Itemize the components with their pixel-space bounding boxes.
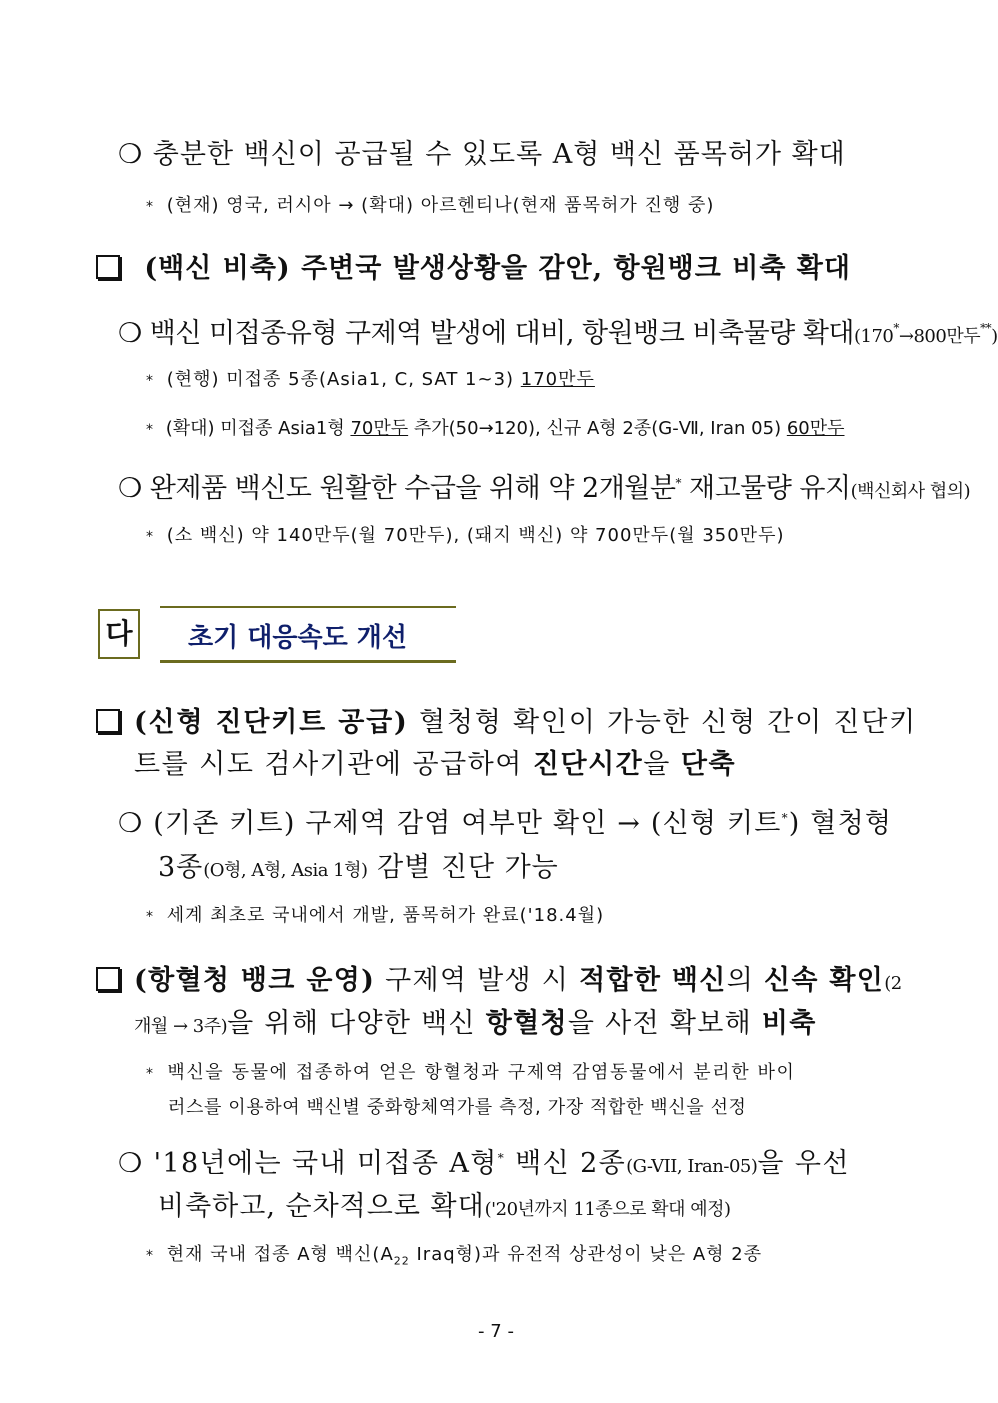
bullet-vaccine-approval: ❍ 충분한 백신이 공급될 수 있도록 A형 백신 품목허가 확대 bbox=[118, 139, 846, 170]
heading-vaccine-stockpile: (백신 비축) 주변국 발생상황을 감안, 항원뱅크 비축 확대 bbox=[96, 246, 851, 285]
bullet-2018-stockpile-cont: 비축하고, 순차적으로 확대('20년까지 11종으로 확대 예정) bbox=[158, 1191, 731, 1222]
section-letter: 다 bbox=[98, 609, 140, 659]
note-expanded-stock: * (확대) 미접종 Asia1형 70만두 추가(50→120), 신규 A형 2종(G-Ⅶ, Iran 05) 60만두 bbox=[146, 418, 845, 439]
note-a-type-strains: * 현재 국내 접종 A형 백신($A_{22}$ Iraq형)과 유전적 상관성이 낮은 A형 2종 bbox=[146, 1244, 763, 1268]
note-antiserum-method: * 백신을 동물에 접종하여 얻은 항혈청과 구제역 감염동물에서 분리한 바이 bbox=[146, 1062, 796, 1083]
checkbox-bullet-icon bbox=[96, 255, 120, 279]
bullet-finished-vaccine: ❍ 완제품 백신도 원활한 수급을 위해 약 2개월분* 재고물량 유지(백신회사 협의) bbox=[118, 473, 971, 504]
note-antiserum-method-cont: 러스를 이용하여 백신별 중화항체역가를 측정, 가장 적합한 백신을 선정 bbox=[168, 1097, 747, 1118]
heading-diagnostic-kit: (신형 진단키트 공급) 혈청형 확인이 가능한 신형 간이 진단키 bbox=[96, 700, 917, 739]
heading-antiserum-bank-cont: 개월 → 3주)을 위해 다양한 백신 항혈청을 사전 확보해 비축 bbox=[134, 1008, 817, 1039]
page-number: - 7 - bbox=[478, 1321, 514, 1342]
note-current-approval: * (현재) 영국, 러시아 → (확대) 아르헨티나(현재 품목허가 진행 중) bbox=[146, 195, 715, 216]
section-title: 초기 대응속도 개선 bbox=[188, 623, 408, 653]
bullet-kit-compare-cont: 3종(O형, A형, Asia 1형) 감별 진단 가능 bbox=[158, 852, 559, 883]
note-current-stock: * (현행) 미접종 5종(Asia1, C, SAT 1~3) 170만두 bbox=[146, 369, 595, 390]
bullet-2018-stockpile: ❍ '18년에는 국내 미접종 A형* 백신 2종(G-VII, Iran-05)을 우선 bbox=[118, 1148, 850, 1179]
checkbox-bullet-icon bbox=[96, 709, 120, 733]
checkbox-bullet-icon bbox=[96, 967, 120, 991]
heading-antiserum-bank: (항혈청 뱅크 운영) 구제역 발생 시 적합한 백신의 신속 확인(2 bbox=[96, 958, 902, 997]
section-title-box bbox=[160, 606, 456, 663]
bullet-kit-compare: ❍ (기존 키트) 구제역 감염 여부만 확인 → (신형 키트*) 혈청형 bbox=[118, 808, 893, 839]
heading-diagnostic-kit-cont: 트를 시도 검사기관에 공급하여 진단시간을 단축 bbox=[134, 749, 737, 780]
note-vaccine-volume: * (소 백신) 약 140만두(월 70만두), (돼지 백신) 약 700만두(월 350만두) bbox=[146, 525, 785, 546]
note-star: * bbox=[146, 199, 154, 215]
bullet-antigen-bank: ❍ 백신 미접종유형 구제역 발생에 대비, 항원뱅크 비축물량 확대(170*→800만두**) bbox=[118, 318, 998, 349]
note-world-first: * 세계 최초로 국내에서 개발, 품목허가 완료('18.4월) bbox=[146, 905, 605, 926]
